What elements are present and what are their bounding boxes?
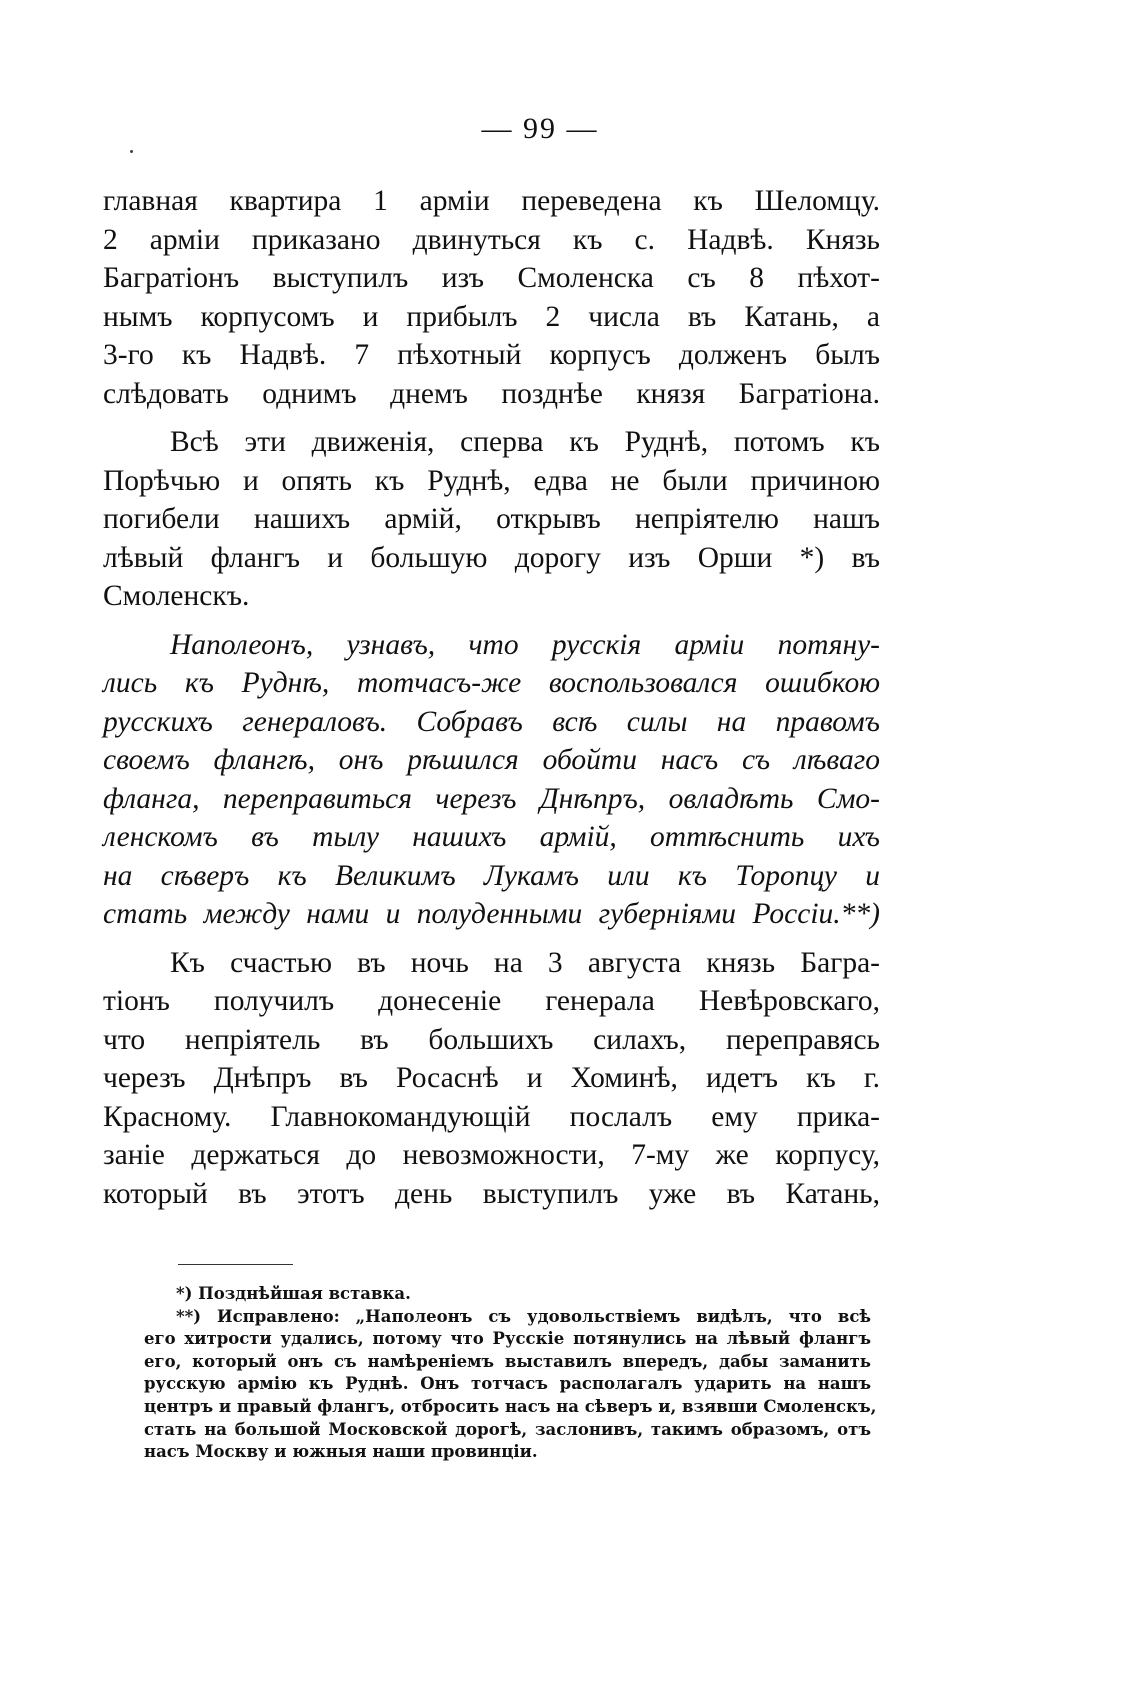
text-line: русскихъ генераловъ. Собравъ всѣ силы на правомъ: [103, 705, 880, 738]
text-line: Наполеонъ, узнавъ, что русскія арміи потяну-: [170, 628, 880, 661]
footnote-divider: [178, 1264, 293, 1265]
text-line: Багратіонъ выступилъ изъ Смоленска съ 8 пѣхот-: [103, 262, 880, 294]
footnote-line: центръ и правый флангъ, отбросить насъ на сѣверъ и, взявши Смоленскъ,: [144, 1396, 877, 1416]
text-line: 3-го къ Надвѣ. 7 пѣхотный корпусъ долженъ былъ: [103, 339, 880, 371]
text-line: на сѣверъ къ Великимъ Лукамъ или къ Торопцу и: [103, 859, 880, 892]
text-line: заніе держаться до невозможности, 7-му же корпусу,: [103, 1139, 880, 1171]
footnote-line: его хитрости удались, потому что Русскіе потянулись на лѣвый флангъ: [144, 1329, 871, 1349]
footnote-1: *) Позднѣйшая вставка.: [176, 1284, 411, 1303]
text-line: Къ счастью въ ночь на 3 августа князь Багра-: [170, 946, 880, 979]
paragraph-1: [103, 182, 880, 413]
footnote-line: русскую армію къ Руднѣ. Онъ тотчасъ располагалъ ударить на нашъ: [144, 1374, 871, 1394]
footnotes: [144, 1283, 877, 1464]
page-number: — 99 —: [481, 112, 599, 145]
text-line: нымъ корпусомъ и прибылъ 2 числа въ Катань, а: [103, 300, 880, 333]
text-line: Всѣ эти движенія, сперва къ Руднѣ, потомъ къ: [170, 426, 880, 458]
footnote-line: стать на большой Московской дорогѣ, заслонивъ, такимъ образомъ, отъ: [144, 1419, 871, 1439]
text-line: слѣдовать однимъ днемъ позднѣе князя Багратіона.: [103, 377, 880, 410]
text-line: Смоленскъ.: [103, 580, 250, 612]
text-line: Порѣчью и опять къ Руднѣ, едва не были причиною: [103, 464, 880, 497]
print-speck: [130, 150, 133, 153]
text-line: главная квартира 1 арміи переведена къ Шеломцу.: [103, 185, 880, 217]
text-line: тіонъ получилъ донесеніе генерала Невѣровскаго,: [103, 985, 880, 1017]
text-line: лѣвый флангъ и большую дорогу изъ Орши *) въ: [103, 541, 880, 574]
text-line: что непріятель въ большихъ силахъ, переправясь: [103, 1023, 880, 1056]
paragraph-4: [103, 944, 880, 1214]
footnote-line: **) Исправлено: „Наполеонъ съ удовольствіемъ видѣлъ, что всѣ: [176, 1306, 871, 1326]
text-line: ленскомъ въ тылу нашихъ армій, оттѣснить ихъ: [103, 821, 880, 853]
paragraph-2: [103, 423, 880, 616]
paragraph-3-italic: [103, 626, 880, 934]
footnote-line: насъ Москву и южныя наши провинціи.: [144, 1442, 538, 1462]
text-line: стать между нами и полуденными губерніями Россіи.**): [103, 898, 880, 930]
text-line: 2 арміи приказано двинуться къ с. Надвѣ. Князь: [103, 223, 880, 256]
text-line: который въ этотъ день выступилъ уже въ Катань,: [103, 1177, 880, 1210]
text-line: погибели нашихъ армій, открывъ непріятелю нашъ: [103, 503, 880, 535]
text-line: Красному. Главнокомандующій послалъ ему прика-: [103, 1100, 880, 1133]
main-text: [103, 182, 880, 1213]
text-line: лись къ Руднѣ, тотчасъ-же воспользовался ошибкою: [103, 667, 880, 699]
text-line: фланга, переправиться черезъ Днѣпръ, овладѣть Смо-: [103, 782, 880, 815]
footnote-2: [144, 1306, 877, 1464]
footnote-line: его, который онъ съ намѣреніемъ выставилъ впередъ, дабы заманить: [144, 1351, 871, 1371]
text-line: черезъ Днѣпръ въ Росаснѣ и Хоминѣ, идетъ къ г.: [103, 1062, 880, 1094]
text-line: своемъ флангѣ, онъ рѣшился обойти насъ съ лѣваго: [103, 744, 880, 776]
